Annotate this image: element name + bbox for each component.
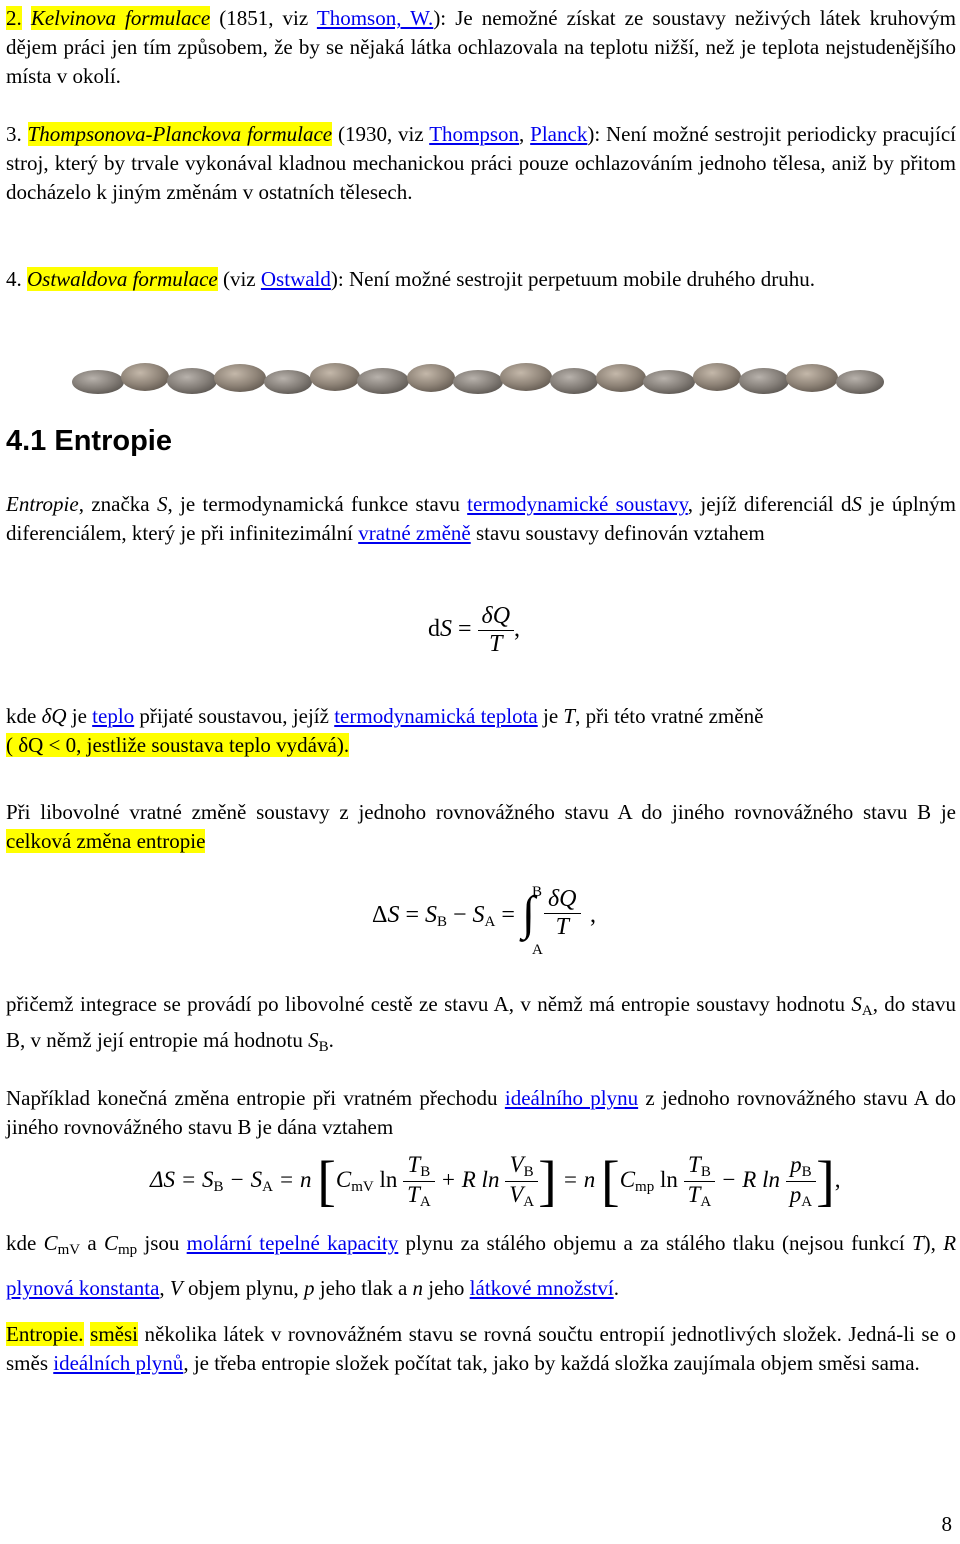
subscript: A [700,1194,712,1210]
subscript: A [262,1178,273,1195]
eq-S: S [472,902,485,928]
text: několika látek v rovnovážném stavu se rovná součtu entropií jednotlivých složek. Jedná-li se o směs [6,1322,956,1375]
text: stavu soustavy definován vztahem [470,521,765,545]
text: ): Není možné sestrojit perpetuum mobile druhého druhu. [330,267,815,291]
text: ): Je nemožné získat ze soustavy neživých látek kruhovým dějem práci jen tím způsobem, že by se nějaká látka ochlazovala na teplotu nižší, než je teplota nejstudenějšího místa v okolí. [6,6,956,88]
eq-S: S [387,902,400,928]
fraction-denominator: T [489,631,503,657]
subscript: mV [351,1178,374,1195]
text: je [66,704,93,728]
variables-paragraph [6,1224,956,1307]
subscript: B [523,1164,534,1180]
eq-minus-R-ln: − R ln [715,1166,786,1192]
eq-equals: = [452,616,478,643]
symbol-dq: δQ [41,704,67,728]
eq-V: V [509,1152,524,1177]
fraction-denominator [505,1182,538,1211]
link-termodynamicke-soustavy[interactable]: termodynamické soustavy [467,492,688,516]
eq-equals: = [399,902,425,928]
fraction-numerator [684,1152,716,1182]
symbol-p: p [304,1276,315,1300]
bracket-close: ] [538,1150,557,1213]
link-teplo[interactable]: teplo [92,704,135,728]
text: jsou [137,1231,187,1255]
eq-delta: Δ [372,902,388,928]
symbol-T: T [911,1231,924,1255]
text: (1851, viz [210,6,317,30]
text: , při této vratné změně [575,704,764,728]
eq-C: C [619,1166,636,1192]
symbol-S: S [156,492,168,516]
text: Například konečná změna entropie při vratném přechodu [6,1086,505,1110]
link-plynova-konstanta[interactable]: plynová konstanta [6,1276,160,1300]
eq-S: S [424,902,437,928]
list-item-kelvin [6,4,956,91]
fraction-numerator [403,1152,435,1182]
list-number: 3. [6,122,22,146]
link-thompson[interactable]: Thompson [429,122,520,146]
text: , je termodynamická funkce stavu [167,492,468,516]
text: plynu za stálého objemu a za stálého tlaku (nejsou funkcí [398,1231,912,1255]
example-paragraph [6,1084,956,1142]
list-number: 2. [6,6,22,30]
eq-minus-S: − S [223,1166,263,1192]
mixture-paragraph [6,1320,956,1378]
fraction-denominator [684,1182,716,1211]
text: kde [6,1231,44,1255]
text: přijaté soustavou, jejíž [134,704,335,728]
eq-C: C [335,1166,352,1192]
link-idealniho-plynu[interactable]: ideálního plynu [504,1086,639,1110]
fraction-numerator: δQ [478,603,515,631]
fraction-numerator [505,1152,538,1182]
text: , značka [78,492,157,516]
list-number: 4. [6,267,22,291]
subscript: A [484,914,496,930]
subscript: mp [117,1242,138,1258]
text: kde [6,704,42,728]
subscript: B [700,1164,711,1180]
ostwald-title: Ostwaldova formulace [27,267,218,291]
fraction-denominator: T [555,914,569,940]
heat-explanation [6,702,956,760]
entropy-definition [6,490,956,548]
text: jeho [423,1276,470,1300]
text: , [159,1276,170,1300]
fraction [505,1152,538,1211]
fraction [403,1152,435,1211]
term-entropie: Entropie [6,492,79,516]
integration-paragraph [6,990,956,1062]
integral-upper: B [532,884,543,900]
eq-T: T [407,1182,420,1207]
link-termodynamicka-teplota[interactable]: termodynamická teplota [334,704,538,728]
integral-lower: A [532,942,543,958]
text: Při libovolné vratné změně soustavy z jednoho rovnovážného stavu A do jiného rovnovážného stavu B je [6,800,956,824]
eq-equals: = [495,902,515,928]
symbol-n: n [412,1276,424,1300]
subscript: mp [635,1178,655,1195]
symbol-S: S [851,492,862,516]
eq-ln: ln [373,1166,404,1192]
fraction [478,603,515,658]
link-molarni-tepelne-kapacity[interactable]: molární tepelné kapacity [186,1231,399,1255]
link-ostwald[interactable]: Ostwald [260,267,331,291]
eq-ln: ln [654,1166,684,1192]
subscript: A [523,1194,535,1210]
eq2-lhs [372,902,515,931]
text: . [613,1276,619,1300]
eq-T: T [407,1152,421,1177]
text: , jejíž diferenciál d [687,492,852,516]
text: je [537,704,564,728]
text: ): Není možné sestrojit periodicky pracující stroj, který by trvale vykonával kladnou mechanickou práci pouze ochlazováním jednoho tělesa, aniž by přitom docházelo k jiným změnám v ostatních tělesech. [6,122,957,204]
eq-comma: , [514,616,521,643]
heading-text: 4.1 Entropie [6,425,172,457]
bracket-close: ] [816,1150,835,1213]
text: jeho tlak a [314,1276,413,1300]
eq-lhs: ΔS = S [150,1166,214,1192]
text: je úplným diferenciálem, který je při infinitezimální [6,492,956,545]
fraction-denominator [786,1182,816,1211]
fraction-numerator [786,1152,816,1182]
link-thomson[interactable]: Thomson, W. [316,6,434,30]
text: ), [923,1231,944,1255]
eq-plus-R-ln: + R ln [434,1166,506,1192]
subscript: A [801,1194,813,1210]
subscript: B [318,1039,329,1055]
list-item-ostwald [6,265,956,294]
highlight-total-change: celková změna entropie [6,829,206,853]
link-vratne-zmene[interactable]: vratné změně [358,521,471,545]
integral-sign: ∫ [522,887,536,940]
symbol-S: S [851,992,862,1016]
symbol-R: R [943,1231,957,1255]
eq-S: S [440,616,452,643]
text: (viz [217,267,261,291]
bracket-open: [ [317,1150,336,1213]
bracket-open: [ [601,1150,620,1213]
text: přičemž integrace se provádí po libovolné cestě ze stavu A, v němž má entropie soustavy hodnotu [6,992,852,1016]
subscript: B [213,1178,224,1195]
subscript: A [861,1003,873,1019]
eq-p: p [789,1182,802,1207]
eq-T: T [687,1182,701,1207]
subscript: B [801,1164,812,1180]
fraction-numerator: δQ [544,886,581,914]
eq-V: V [509,1182,524,1207]
link-latkove-mnozstvi[interactable]: látkové množství [469,1276,614,1300]
subscript: B [436,914,447,930]
text: (1930, viz [332,122,430,146]
text: objem plynu, [182,1276,305,1300]
page-number: 8 [941,1512,952,1536]
fraction [544,886,581,941]
thompson-planck-title: Thompsonova-Planckova formulace [27,122,333,146]
highlight-note: ( δQ < 0, jestliže soustava teplo vydává). [6,733,350,757]
eq-p: p [790,1152,802,1177]
equation-dS [428,603,520,658]
eq-comma: , [834,1166,841,1192]
symbol-C: C [43,1231,58,1255]
text: a [80,1231,104,1255]
fraction [786,1152,816,1211]
pebble-divider [70,360,890,398]
fraction-denominator [403,1182,435,1211]
reversible-change-paragraph [6,798,956,856]
highlight-entropie: Entropie. [6,1322,84,1346]
subscript: mV [57,1242,81,1258]
symbol-V: V [169,1276,183,1300]
symbol-S: S [308,1028,319,1052]
symbol-T: T [563,704,576,728]
highlight-smesi: směsi [90,1322,138,1346]
eq-n: = n [272,1166,312,1192]
eq-d: d [428,616,440,643]
eq-minus: − [447,902,473,928]
section-heading [6,425,172,458]
fraction [684,1152,716,1211]
link-idealnich-plynu[interactable]: ideálních plynů [53,1351,184,1375]
eq-comma: , [590,902,596,928]
text: . [328,1028,334,1052]
text: z jednoho rovnovážného stavu A do jiného rovnovážného stavu B je dána vztahem [6,1086,957,1139]
link-planck[interactable]: Planck [530,122,588,146]
text: , je třeba entropie složek počítat tak, jako by každá složka zaujímala objem směsi sama. [183,1351,920,1375]
kelvin-title: Kelvinova formulace [30,6,211,30]
subscript: B [420,1164,431,1180]
text: , do stavu B, v němž její entropie má hodnotu [6,992,956,1052]
subscript: A [419,1194,431,1210]
pebble-group [72,363,884,394]
equation-ideal-gas-entropy [150,1152,840,1211]
eq-T: T [688,1152,701,1177]
eq-n: = n [556,1166,596,1192]
list-item-thompson-planck [6,120,956,207]
symbol-C: C [103,1231,118,1255]
text: , [519,122,531,146]
